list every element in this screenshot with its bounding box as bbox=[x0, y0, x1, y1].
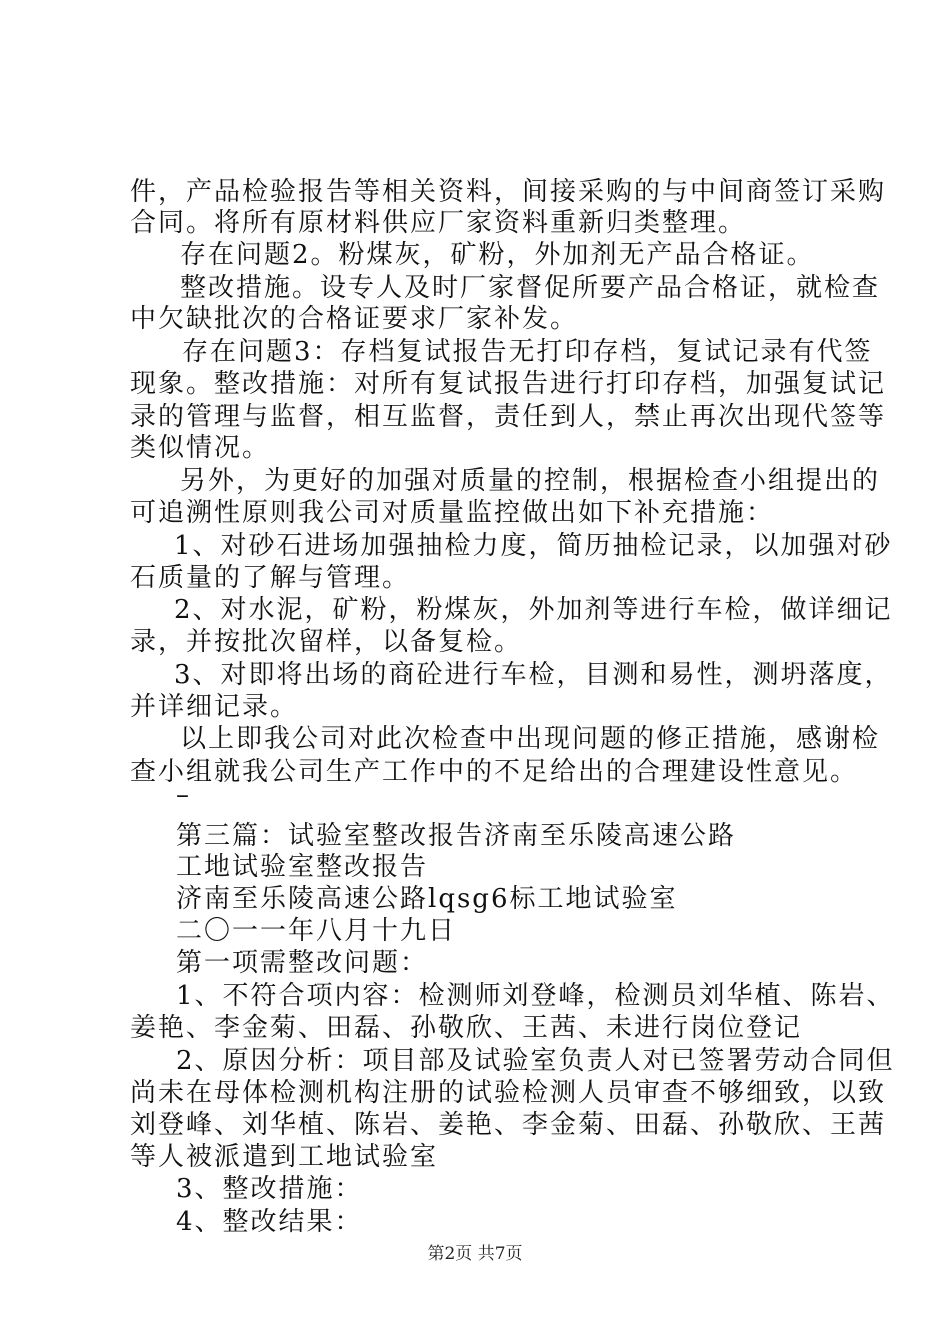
text-line: 2、对水泥，矿粉，粉煤灰，外加剂等进行车检，做详细记 bbox=[174, 595, 893, 625]
text-line: 以上即我公司对此次检查中出现问题的修正措施，感谢检 bbox=[180, 724, 881, 754]
text-line: 尚未在母体检测机构注册的试验检测人员审查不够细致，以致 bbox=[130, 1078, 887, 1108]
text-line: 二〇一一年八月十九日 bbox=[176, 916, 457, 946]
text-line: 等人被派遣到工地试验室 bbox=[130, 1142, 439, 1172]
text-line: 类似情况。 bbox=[130, 433, 271, 463]
text-line: 现象。整改措施：对所有复试报告进行打印存档，加强复试记 bbox=[130, 369, 887, 399]
text-line: 查小组就我公司生产工作中的不足给出的合理建设性意见。 bbox=[130, 757, 859, 787]
text-line: – bbox=[176, 780, 191, 810]
text-line: 石质量的了解与管理。 bbox=[130, 563, 411, 593]
text-line: 4、整改结果： bbox=[176, 1207, 363, 1237]
text-line: 件，产品检验报告等相关资料，间接采购的与中间商签订采购 bbox=[130, 177, 887, 207]
text-line: 存在问题3：存档复试报告无打印存档，复试记录有代签 bbox=[182, 337, 873, 367]
text-line: 并详细记录。 bbox=[130, 692, 299, 722]
text-line: 姜艳、李金菊、田磊、孙敬欣、王茜、未进行岗位登记 bbox=[130, 1013, 803, 1043]
text-line: 第一项需整改问题： bbox=[176, 948, 429, 978]
text-line: 合同。将所有原材料供应厂家资料重新归类整理。 bbox=[130, 208, 747, 238]
text-line: 另外，为更好的加强对质量的控制，根据检查小组提出的 bbox=[180, 466, 881, 496]
text-line: 存在问题2。粉煤灰，矿粉，外加剂无产品合格证。 bbox=[180, 240, 815, 270]
text-line: 1、对砂石进场加强抽检力度，简历抽检记录，以加强对砂 bbox=[174, 531, 893, 561]
page-number-footer: 第2页 共7页 bbox=[427, 1244, 523, 1264]
text-line: 整改措施。设专人及时厂家督促所要产品合格证，就检查 bbox=[180, 273, 881, 303]
text-line: 3、对即将出场的商砼进行车检，目测和易性，测坍落度， bbox=[174, 660, 893, 690]
text-line: 2、原因分析：项目部及试验室负责人对已签署劳动合同但 bbox=[176, 1046, 895, 1076]
text-line: 第三篇：试验室整改报告济南至乐陵高速公路 bbox=[176, 821, 737, 851]
text-line: 刘登峰、刘华植、陈岩、姜艳、李金菊、田磊、孙敬欣、王茜 bbox=[130, 1110, 887, 1140]
text-line: 中欠缺批次的合格证要求厂家补发。 bbox=[130, 304, 579, 334]
text-line: 济南至乐陵高速公路lqsg6标工地试验室 bbox=[176, 884, 678, 914]
text-line: 录，并按批次留样，以备复检。 bbox=[130, 627, 523, 657]
text-line: 可追溯性原则我公司对质量监控做出如下补充措施： bbox=[130, 498, 775, 528]
text-line: 录的管理与监督，相互监督，责任到人，禁止再次出现代签等 bbox=[130, 402, 887, 432]
text-line: 工地试验室整改报告 bbox=[176, 852, 429, 882]
text-line: 3、整改措施： bbox=[176, 1174, 363, 1204]
text-line: 1、不符合项内容：检测师刘登峰，检测员刘华植、陈岩、 bbox=[176, 981, 895, 1011]
